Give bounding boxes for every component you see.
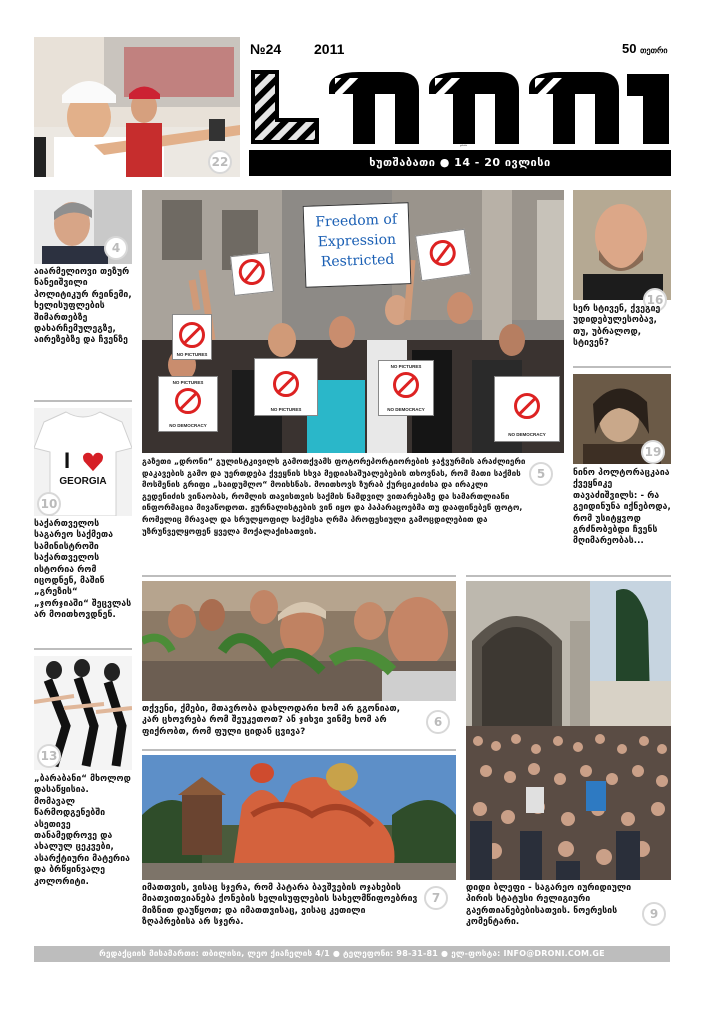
sign-line: Restricted (320, 251, 395, 271)
logo-title: დრონი (460, 145, 467, 147)
no-camera-icon (273, 371, 299, 397)
no-pictures-sign (415, 229, 471, 282)
sign-text: NO DEMOCRACY (508, 432, 546, 437)
page-number-badge: 7 (424, 886, 448, 910)
sign-text: NO PICTURES (176, 352, 208, 357)
price (622, 41, 667, 59)
divider (34, 400, 132, 402)
nino-caption: ნინო პოლტორაცკაია ქვეყნიკე თავაძიშვილს: - რა გეიდინუნა იქნებოდა, რომ უსიტყვოდ გრძნობებდი ჩვენს მღიმარეობას... (573, 468, 671, 547)
column-rule (137, 190, 139, 935)
no-camera-icon (238, 258, 267, 287)
sign-text: NO PICTURES (390, 364, 422, 369)
no-camera-icon (428, 238, 457, 267)
theme-park-photo[interactable] (142, 755, 456, 880)
tshirt-i: I (64, 448, 71, 473)
bald-man-photo[interactable] (573, 190, 671, 300)
tshirt-caption: საქართველოს საგარეო საქმეთა სამინისტროში საქართველოს ისტორია რომ იცოდნენ, მაშინ „გრეზის“ „ჯორჯიაში“ შეცვლას არ მოითხოვდნენ. (34, 519, 132, 621)
page-number-badge: 16 (643, 288, 667, 312)
page-number-badge: 13 (37, 744, 61, 768)
politician-caption: აიარმელიოვი თეზურ ნანეიშვილი პოლიტიკურ რეინემი, ხელისუფლების შიმართებზე დახარჩემულეგზე, აირეზებზე და ჩვენზე (34, 267, 132, 346)
protest-caption: გაზეთი „დრონი“ გულისტკივილს გამოთქვამს ფოტორეპორტიორების ჯაჭვურმის არაძლიერი დაკავების გამო და უერთდება ქვეყნის სხვა მედიასაშუალებების თხოვნას, რომ მათი საქმის მოსმენის გრიფი „საიდუმლო“ მოიხსნას. მოითხოვს ზურაბ ქურციკიძისა და ირაკლი გედენიძის ვინაობას, რომლის თავისთვის საქმის ნამდვილ ვითარებაზე და სამართლიანი ინფორმაცია მივაწოდოთ. ჟურნალისტების ვინ იყო და პაპარაცოებმა თუ დააფინებენ ფოტო, რომელიც მრავალ და სრულყოფილ საქმესა ღრმა პროფესიული გამოცდილებით და უზრუნველყოფენ ყველა მოქალაქისათვის. (142, 457, 526, 536)
mint-caption: თქვენი, ქმები, მთავრობა დახლოდარი ხომ არ გგონიათ, კარ ცხოვრება რომ შეუკეთოთ? ან ჯიხვი ვინმე ხომ არ ფიქრობთ, რომ ფული ციდან ცვივა? (142, 704, 401, 737)
heart-icon (82, 452, 104, 472)
page-number-badge: 9 (642, 902, 666, 926)
sign-line: Expression (317, 231, 397, 251)
page-number-badge: 22 (208, 150, 232, 174)
divider (466, 575, 671, 577)
page-number-badge: 4 (104, 236, 128, 260)
bald-man-caption: სერ სტივენ, ქვეგიე უდიდებულესობავ, თუ, უბრალოდ, სტივენ? (573, 304, 661, 349)
contact-footer: რედაქციის მისამართი: თბილისი, ლეო ქიაჩელის 4/1 ● ტელეფონი: 98-31-81 ● ელ-ფოსტა: INFO@DRONI.COM.GE (34, 946, 670, 962)
park-caption: იმათთვის, ვისაც სჯერა, რომ პატარა ბავშვების ოჯახების მიათვითვიანება ქონების ხელისუფლების სახელმწიფოებრივ მიზნით დაუწყოთ; და იმათთვისაც, ვისაც კეთილი ზღაპრებისა არ სჯერა. (142, 883, 418, 928)
price-currency: თეთრი (640, 46, 668, 55)
church-caption: დიდი ბლეფი - საგარეო იურიდიული პირის სტატუსი რელიგიური გაერთიანებებისათვის. ნოერესის კომენტარი. (466, 883, 632, 928)
sign-text: NO DEMOCRACY (169, 423, 207, 428)
issue-number: №24 (250, 41, 282, 57)
page-number-badge: 10 (37, 492, 61, 516)
no-camera-icon (179, 322, 205, 348)
no-pictures-sign (158, 376, 218, 432)
no-pictures-sign (172, 314, 212, 360)
sign-line: Freedom of (315, 211, 398, 231)
page-number-badge: 19 (641, 440, 665, 464)
no-pictures-sign (378, 360, 434, 416)
no-pictures-sign (254, 358, 318, 416)
price-value: 50 (622, 41, 637, 56)
protest-sign-main (303, 202, 412, 288)
church-crowd-photo[interactable] (466, 581, 671, 880)
dateline-bar: ხუთშაბათი ● 14 - 20 ივლისი (249, 150, 671, 176)
divider (573, 366, 671, 368)
divider (142, 749, 456, 751)
dancers-caption: „ბარაბანი“ მხოლოდ დასაწყისია. მომავალ წარმოდგენებში ასეთივე თანამედროვე და ახალულ ცეკვები, ასარქტიური მატერია და ბრწყინვალე კოლორიტი. (34, 774, 131, 887)
no-camera-icon (175, 388, 201, 414)
no-camera-icon (514, 393, 540, 419)
page-number-badge: 6 (426, 710, 450, 734)
page-number-badge: 5 (529, 462, 553, 486)
mint-eating-photo[interactable] (142, 581, 456, 701)
newspaper-logo[interactable] (249, 60, 671, 150)
divider (142, 575, 456, 577)
tshirt-georgia: GEORGIA (59, 476, 107, 487)
sign-text: NO DEMOCRACY (387, 407, 425, 412)
sign-text: NO PICTURES (172, 380, 204, 385)
protest-photo[interactable] (142, 190, 564, 453)
issue-year: 2011 (314, 41, 345, 57)
no-camera-icon (393, 372, 419, 398)
no-pictures-sign (494, 376, 560, 442)
no-pictures-sign (230, 252, 274, 296)
divider (34, 648, 132, 650)
sign-text: NO PICTURES (270, 407, 302, 412)
